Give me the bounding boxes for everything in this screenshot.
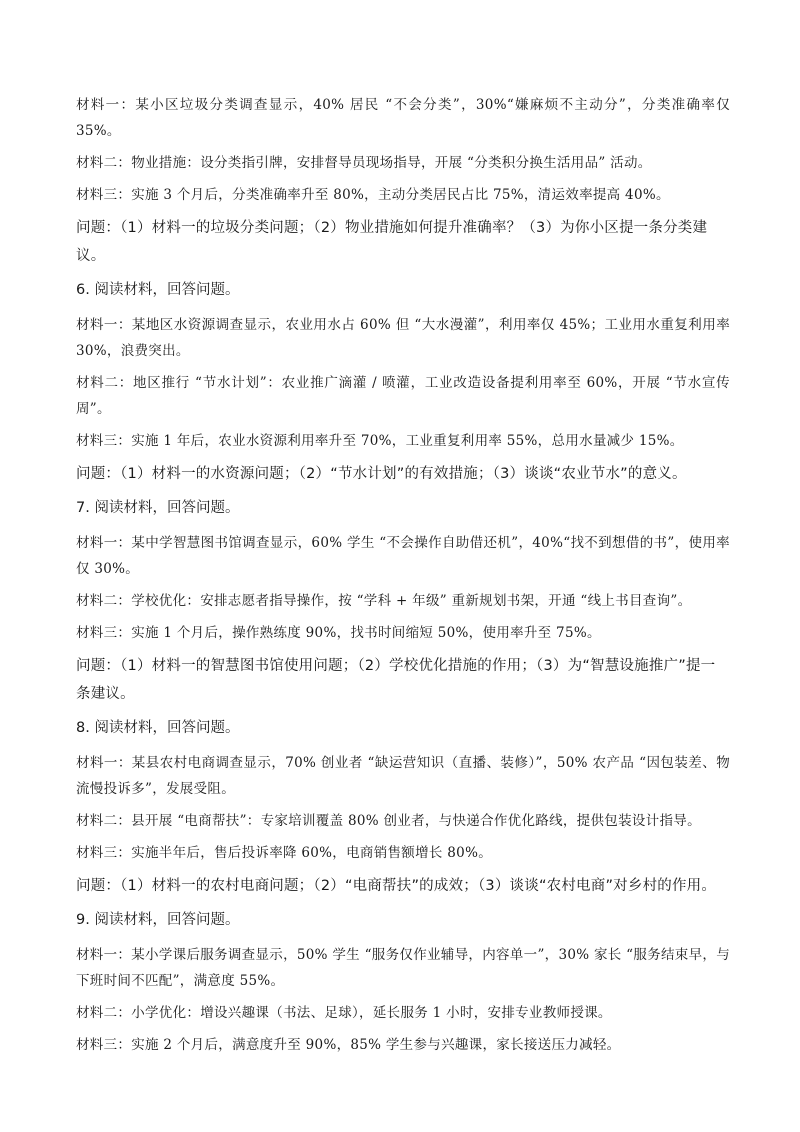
question: 问题：（1）材料一的水资源问题；（2）“节水计划”的有效措施；（3）谈谈“农业节水”的意义。 (76, 466, 687, 482)
section-heading: 8. 阅读材料，回答问题。 (76, 720, 240, 736)
material-1: 材料一：某小学课后服务调查显示，50% 学生 “服务仅作业辅导，内容单一”，30% 家长 “服务结束早，与下班时间不匹配”，满意度 55%。 (76, 947, 730, 989)
section-heading: 9. 阅读材料，回答问题。 (76, 912, 240, 928)
section-5-continuation (76, 92, 730, 270)
material-3: 材料三：实施 3 个月后，分类准确率升至 80%，主动分类居民占比 75%，清运效率提高 40%。 (76, 187, 670, 203)
material-2: 材料二：小学优化：增设兴趣课（书法、足球），延长服务 1 小时，安排专业教师授课。 (76, 1005, 612, 1021)
material-1: 材料一：某小区垃圾分类调查显示，40% 居民 “不会分类”，30%“嫌麻烦不主动分”，分类准确率仅 35%。 (76, 97, 730, 139)
material-2: 材料二：学校优化：安排志愿者指导操作，按 “学科 + 年级” 重新规划书架，开通 “线上书目查询”。 (76, 593, 692, 609)
material-1: 材料一：某中学智慧图书馆调查显示，60% 学生 “不会操作自助借还机”，40%“找不到想借的书”，使用率仅 30%。 (76, 535, 730, 577)
section-8 (76, 714, 730, 900)
material-2: 材料二：地区推行 “节水计划”：农业推广滴灌 / 喷灌，工业改造设备提利用率至 60%，开展 “节水宣传周”。 (76, 375, 730, 417)
material-3: 材料三：实施半年后，售后投诉率降 60%，电商销售额增长 80%。 (76, 845, 492, 861)
question: 问题：（1）材料一的智慧图书馆使用问题；（2）学校优化措施的作用；（3）为“智慧设施推广”提一条建议。 (76, 658, 716, 702)
material-3: 材料三：实施 1 个月后，操作熟练度 90%，找书时间缩短 50%，使用率升至 75%。 (76, 625, 601, 641)
material-1: 材料一：某地区水资源调查显示，农业用水占 60% 但 “大水漫灌”，利用率仅 45%；工业用水重复利用率 30%，浪费突出。 (76, 317, 730, 359)
section-heading: 6. 阅读材料，回答问题。 (76, 282, 240, 298)
material-2: 材料二：物业措施：设分类指引牌，安排督导员现场指导，开展 “分类积分换生活用品” 活动。 (76, 155, 652, 171)
material-3: 材料三：实施 2 个月后，满意度升至 90%，85% 学生参与兴趣课，家长接送压力减轻。 (76, 1037, 621, 1053)
question: 问题：（1）材料一的农村电商问题；（2）“电商帮扶”的成效；（3）谈谈“农村电商”对乡村的作用。 (76, 878, 717, 894)
material-1: 材料一：某县农村电商调查显示，70% 创业者 “缺运营知识（直播、装修）”，50% 农产品 “因包装差、物流慢投诉多”，发展受阻。 (76, 755, 730, 797)
question: 问题：（1）材料一的垃圾分类问题；（2）物业措施如何提升准确率？（3）为你小区提一条分类建议。 (76, 220, 708, 264)
material-2: 材料二：县开展 “电商帮扶”：专家培训覆盖 80% 创业者，与快递合作优化路线，提供包装设计指导。 (76, 813, 701, 829)
section-6 (76, 276, 730, 488)
material-3: 材料三：实施 1 年后，农业水资源利用率升至 70%，工业重复利用率 55%，总用水量减少 15%。 (76, 433, 684, 449)
section-7 (76, 494, 730, 708)
section-heading: 7. 阅读材料，回答问题。 (76, 500, 240, 516)
section-9 (76, 906, 730, 1058)
